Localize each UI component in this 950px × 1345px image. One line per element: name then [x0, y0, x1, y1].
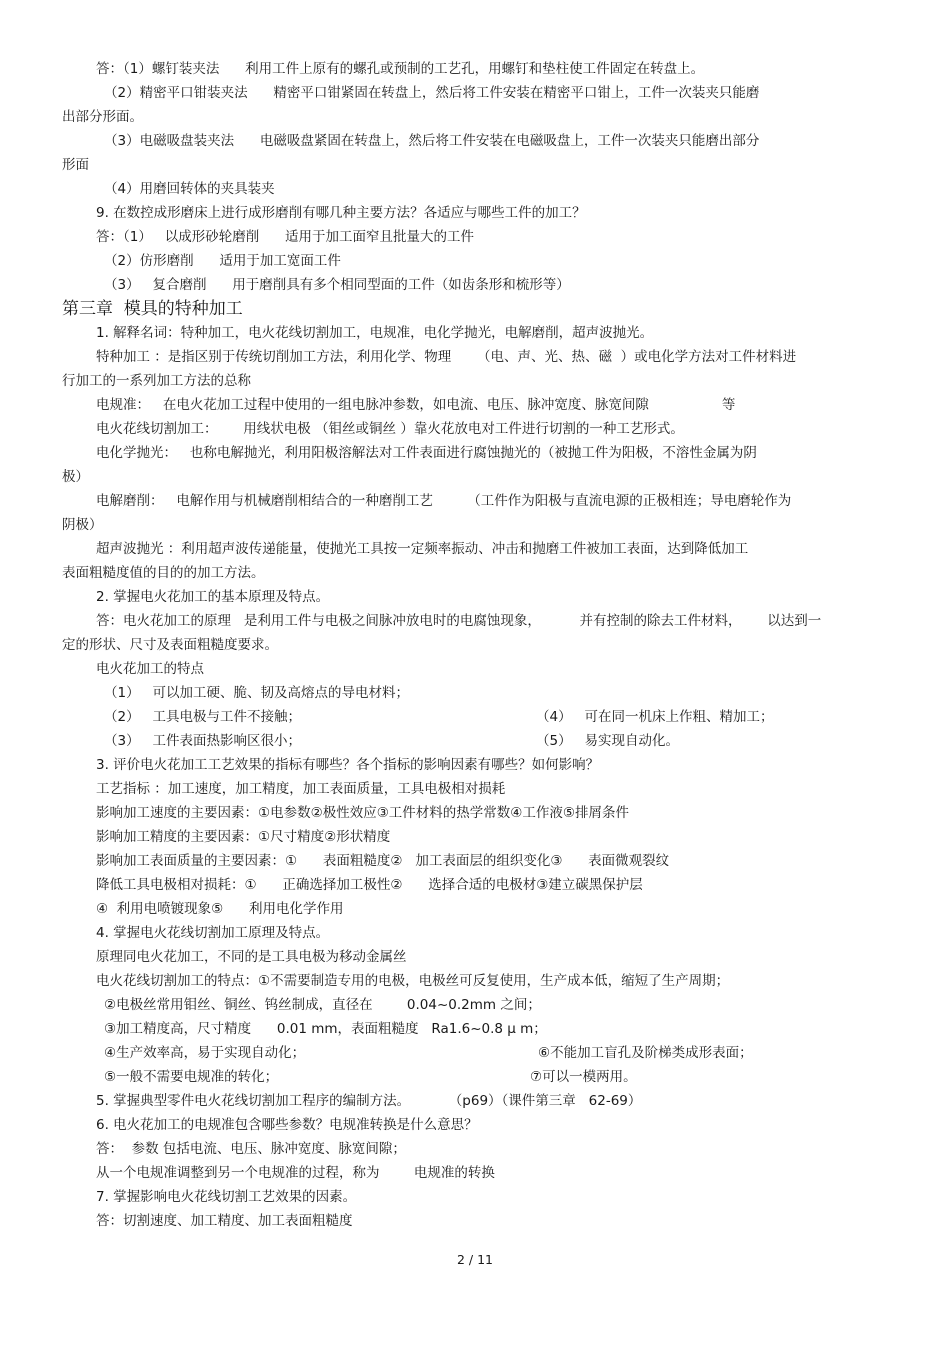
- text-line: 影响加工速度的主要因素：①电参数②极性效应③工件材料的热学常数④工作液⑤排屑条件: [96, 805, 630, 821]
- text-line: 影响加工表面质量的主要因素：① 表面粗糙度② 加工表面层的组织变化③ 表面微观裂纹: [96, 853, 670, 869]
- text-line: 从一个电规准调整到另一个电规准的过程，称为 电规准的转换: [96, 1165, 495, 1181]
- text-line: 答：（1）螺钉装夹法 利用工件上原有的螺孔或预制的工艺孔，用螺钉和垫柱使工件固定在转盘上。: [96, 61, 705, 77]
- text-line: 形面: [62, 157, 89, 173]
- text-line: 答：切割速度、加工精度、加工表面粗糙度: [96, 1213, 353, 1229]
- text-line: 行加工的一系列加工方法的总称: [62, 373, 251, 389]
- text-line: 电火花加工的特点: [96, 661, 204, 677]
- question-line: 6. 电火花加工的电规准包含哪些参数？电规准转换是什么意思？: [96, 1117, 478, 1133]
- list-item: ③加工精度高，尺寸精度 0.01 mm，表面粗糙度 Ra1.6~0.8 μ m；: [104, 1021, 547, 1037]
- question-line: 2. 掌握电火花加工的基本原理及特点。: [96, 589, 330, 605]
- text-line: 电火花线切割加工： 用线状电极 （钼丝或铜丝 ）靠火花放电对工件进行切割的一种工艺形式。: [96, 421, 684, 437]
- text-line: 答： 参数 包括电流、电压、脉冲宽度、脉宽间隙；: [96, 1141, 406, 1157]
- text-line: （2）精密平口钳装夹法 精密平口钳紧固在转盘上，然后将工件安装在精密平口钳上，工件一次装夹只能磨: [104, 85, 760, 101]
- text-line: （3）电磁吸盘装夹法 电磁吸盘紧固在转盘上，然后将工件安装在电磁吸盘上，工件一次装夹只能磨出部分: [104, 133, 760, 149]
- list-item: ⑦可以一模两用。: [530, 1069, 637, 1085]
- text-line: 答：（1） 以成形砂轮磨削 适用于加工面窄且批量大的工件: [96, 229, 474, 245]
- text-line: 电化学抛光： 也称电解抛光，利用阳极溶解法对工件表面进行腐蚀抛光的（被抛工件为阳极，不溶性金属为阴: [96, 445, 757, 461]
- list-item: ⑥不能加工盲孔及阶梯类成形表面；: [538, 1045, 753, 1061]
- text-line: 极）: [62, 469, 89, 485]
- text-line: 表面粗糙度值的目的的加工方法。: [62, 565, 265, 581]
- text-line: 影响加工精度的主要因素：①尺寸精度②形状精度: [96, 829, 391, 845]
- question-line: 3. 评价电火花加工工艺效果的指标有哪些？各个指标的影响因素有哪些？如何影响？: [96, 757, 600, 773]
- chapter-heading: 第三章 模具的特种加工: [62, 299, 243, 319]
- text-line: ④ 利用电喷镀现象⑤ 利用电化学作用: [96, 901, 344, 917]
- text-line: 原理同电火花加工，不同的是工具电极为移动金属丝: [96, 949, 407, 965]
- text-line: （4）用磨回转体的夹具装夹: [104, 181, 275, 197]
- text-line: 超声波抛光 ：利用超声波传递能量，使抛光工具按一定频率振动、冲击和抛磨工件被加工表面，达到降低加工: [96, 541, 749, 557]
- question-line: 5. 掌握典型零件电火花线切割加工程序的编制方法。 （p69）（课件第三章 62-69）: [96, 1093, 642, 1109]
- list-item: （2） 工具电极与工件不接触；: [104, 709, 301, 725]
- list-item: （3） 工件表面热影响区很小；: [104, 733, 301, 749]
- text-line: （3） 复合磨削 用于磨削具有多个相同型面的工件（如齿条形和梳形等）: [104, 277, 570, 293]
- text-line: 特种加工 ：是指区别于传统切削加工方法，利用化学、物理 （电、声、光、热、磁 ）或电化学方法对工件材料进: [96, 349, 797, 365]
- text-line: 电规准： 在电火花加工过程中使用的一组电脉冲参数，如电流、电压、脉冲宽度、脉宽间隙 等: [96, 397, 736, 413]
- list-item: （5） 易实现自动化。: [536, 733, 679, 749]
- text-line: 出部分形面。: [62, 109, 143, 125]
- list-item: ④生产效率高，易于实现自动化；: [104, 1045, 306, 1061]
- list-item: ②电极丝常用钼丝、铜丝、钨丝制成，直径在 0.04~0.2mm 之间；: [104, 997, 541, 1013]
- text-line: 电解磨削： 电解作用与机械磨削相结合的一种磨削工艺 （工件作为阳极与直流电源的正极相连；导电磨轮作为: [96, 493, 792, 509]
- text-line: 降低工具电极相对损耗：① 正确选择加工极性② 选择合适的电极材③建立碳黑保护层: [96, 877, 643, 893]
- text-line: 电火花线切割加工的特点：①不需要制造专用的电极，电极丝可反复使用，生产成本低，缩短了生产周期；: [96, 973, 730, 989]
- text-line: 工艺指标 ：加工速度，加工精度，加工表面质量，工具电极相对损耗: [96, 781, 506, 797]
- list-item: （1） 可以加工硬、脆、韧及高熔点的导电材料；: [104, 685, 409, 701]
- text-line: （2）仿形磨削 适用于加工宽面工件: [104, 253, 341, 269]
- text-line: 定的形状、尺寸及表面粗糙度要求。: [62, 637, 278, 653]
- question-line: 1. 解释名词：特种加工，电火花线切割加工，电规准，电化学抛光，电解磨削，超声波抛光。: [96, 325, 654, 341]
- page-number: 2 / 11: [456, 1252, 494, 1267]
- question-line: 9. 在数控成形磨床上进行成形磨削有哪几种主要方法？各适应与哪些工件的加工？: [96, 205, 586, 221]
- question-line: 7. 掌握影响电火花线切割工艺效果的因素。: [96, 1189, 357, 1205]
- text-line: 答：电火花加工的原理 是利用工件与电极之间脉冲放电时的电腐蚀现象， 并有控制的除去工件材料， 以达到一: [96, 613, 822, 629]
- question-line: 4. 掌握电火花线切割加工原理及特点。: [96, 925, 330, 941]
- list-item: （4） 可在同一机床上作粗、精加工；: [536, 709, 774, 725]
- text-line: 阴极）: [62, 517, 103, 533]
- list-item: ⑤一般不需要电规准的转化；: [104, 1069, 279, 1085]
